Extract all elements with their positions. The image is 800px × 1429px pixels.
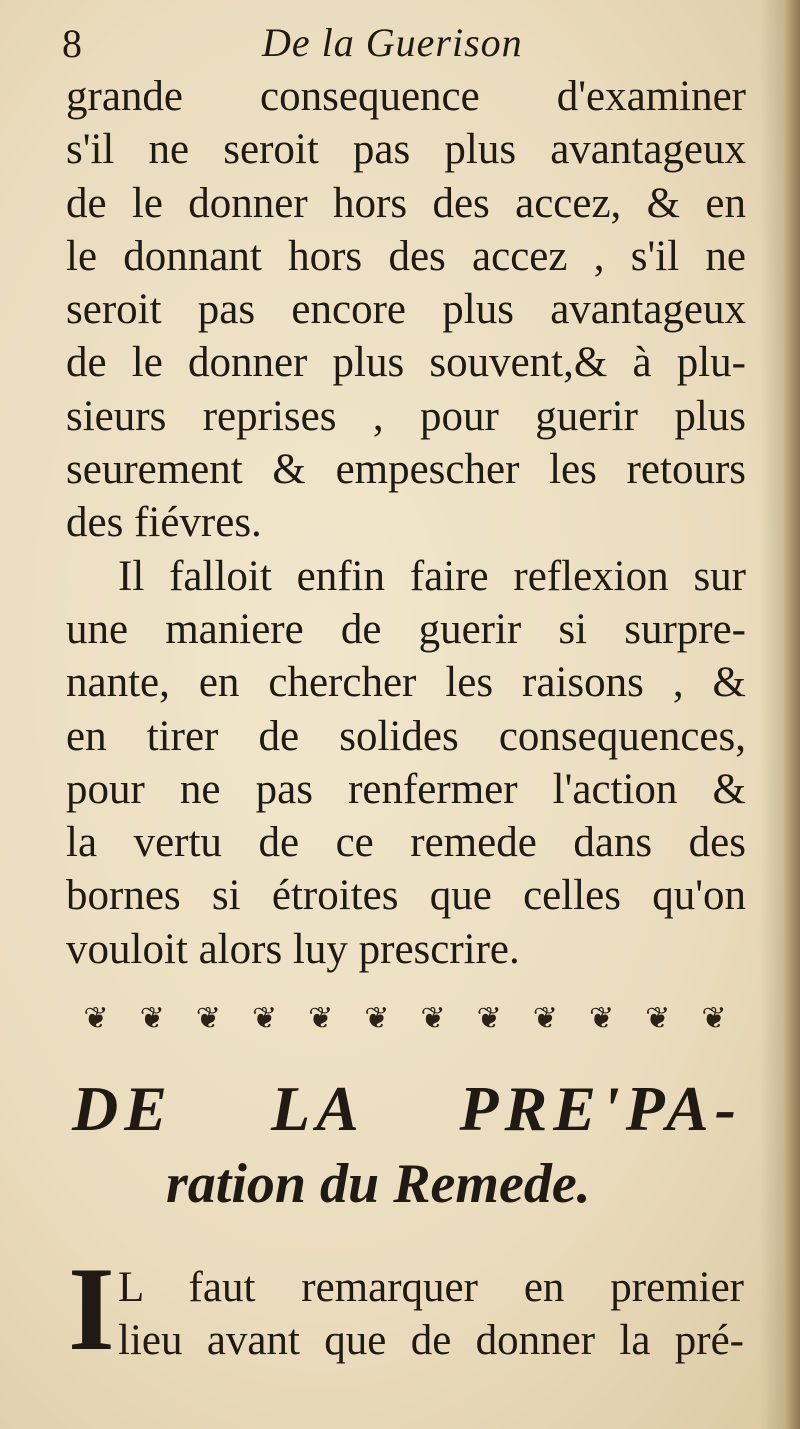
- text-line: seurement & empescher les retours: [66, 446, 746, 494]
- fleuron-ornament-icon: ❦: [83, 1001, 109, 1035]
- text-line: la vertu de ce remede dans des: [66, 819, 746, 867]
- text-line: grande consequence d'examiner: [66, 73, 746, 120]
- text-line: lieu avant que de donner la pré-: [118, 1317, 744, 1365]
- text-line: sieurs reprises , pour guerir plus: [66, 392, 746, 440]
- fleuron-ornament-icon: ❦: [195, 1001, 221, 1035]
- paragraph-two: [118, 1262, 744, 1369]
- page-number: 8: [62, 21, 82, 66]
- drop-cap: I: [68, 1242, 115, 1375]
- text-line: s'il ne seroit pas plus avantageux: [66, 126, 746, 174]
- section-subtitle: ration du Remede.: [166, 1153, 591, 1215]
- fleuron-ornament-icon: ❦: [645, 1001, 671, 1035]
- fleuron-ornament-icon: ❦: [420, 1001, 446, 1035]
- fleuron-ornament-icon: ❦: [701, 1001, 727, 1035]
- fleuron-ornament-icon: ❦: [364, 1001, 390, 1035]
- fleuron-ornament-icon: ❦: [476, 1001, 502, 1035]
- text-line: de le donner hors des accez, & en: [66, 179, 746, 227]
- text-line: une maniere de guerir si surpre-: [66, 605, 746, 653]
- text-line: nante, en chercher les raisons , &: [66, 659, 746, 707]
- fleuron-band: [70, 998, 740, 1038]
- running-title: De la Guerison: [262, 20, 523, 65]
- fleuron-ornament-icon: ❦: [588, 1001, 615, 1035]
- text-line: en tirer de solides consequences,: [66, 712, 746, 760]
- text-line: Il falloit enfin faire reflexion sur: [118, 552, 746, 600]
- fleuron-ornament-icon: ❦: [139, 1001, 165, 1035]
- text-line: L faut remarquer en premier: [118, 1264, 744, 1311]
- text-line: seroit pas encore plus avantageux: [66, 286, 746, 334]
- text-line: bornes si étroites que celles qu'on: [66, 872, 746, 920]
- text-line: vouloit alors luy prescrire.: [66, 925, 520, 973]
- fleuron-ornament-icon: ❦: [251, 1001, 278, 1035]
- text-line: le donnant hors des accez , s'il ne: [66, 232, 746, 280]
- text-line: de le donner plus souvent,& à plu-: [66, 339, 746, 387]
- section-title: DE LA PRE'PA-: [72, 1073, 742, 1144]
- page-header: [62, 18, 742, 78]
- body-text: [66, 70, 746, 976]
- text-line: pour ne pas renfermer l'action &: [66, 765, 746, 813]
- text-line: des fiévres.: [66, 499, 262, 547]
- fleuron-ornament-icon: ❦: [308, 1001, 334, 1035]
- fleuron-ornament-icon: ❦: [532, 1001, 558, 1035]
- book-gutter: [784, 0, 800, 1429]
